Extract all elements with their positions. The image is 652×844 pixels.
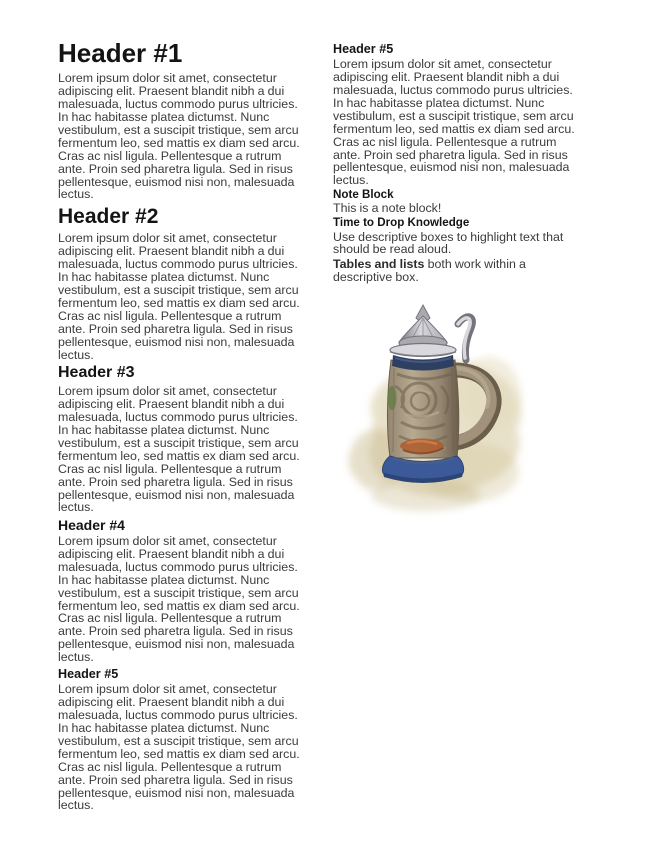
knowledge-block-text: Use descriptive boxes to highlight text that should be read aloud. [333,229,564,257]
paragraph-3: Lorem ipsum dolor sit amet, consectetur adipiscing elit. Praesent blandit nibh a dui malesuada, luctus commodo purus ultricies. In hac habitasse platea dictumst. Nunc vestibulum, est a suscipit tristique, sem arcu fermentum leo, sed mattis ex diam sed arcu. Cras ac nisl ligula. Pellentesque a rutrum ante. Proin sed pharetra ligula. Sed in risus pellentesque, euismod nisi non, malesuada lectus. [58,384,300,515]
right-column [333,40,586,844]
heading-3: Header #3 [58,364,135,382]
paragraph-4: Lorem ipsum dolor sit amet, consectetur adipiscing elit. Praesent blandit nibh a dui malesuada, luctus commodo purus ultricies. In hac habitasse platea dictumst. Nunc vestibulum, est a suscipit tristique, sem arcu fermentum leo, sed mattis ex diam sed arcu. Cras ac nisl ligula. Pellentesque a rutrum ante. Proin sed pharetra ligula. Sed in risus pellentesque, euismod nisi non, malesuada lectus. [58,534,300,665]
rust-accent [400,439,444,454]
tables-lists-rest: both work within a descriptive box. [333,257,526,285]
green-glaze-spot [388,386,397,410]
heading-2: Header #2 [58,205,159,229]
note-block-title: Note Block [333,188,394,202]
stein-body [387,360,458,458]
stein-collar-band [392,355,454,371]
paragraph-1: Lorem ipsum dolor sit amet, consectetur adipiscing elit. Praesent blandit nibh a dui malesuada, luctus commodo purus ultricies. In hac habitasse platea dictumst. Nunc vestibulum, est a suscipit tristique, sem arcu fermentum leo, sed mattis ex diam sed arcu. Cras ac nisl ligula. Pellentesque a rutrum ante. Proin sed pharetra ligula. Sed in risus pellentesque, euismod nisi non, malesuada lectus. [58,71,300,202]
stein-thumb-lever [458,317,472,360]
knowledge-block-title: Time to Drop Knowledge [333,216,470,230]
stein-lid [390,305,456,357]
heading-5-left: Header #5 [58,667,119,682]
heading-4: Header #4 [58,517,125,534]
beer-stein-illustration [341,300,541,522]
heading-5-right: Header #5 [333,42,394,56]
tables-lists-line [333,258,586,284]
note-block-text: This is a note block! [333,201,442,216]
beer-stein-svg [341,300,541,522]
paragraph-5: Lorem ipsum dolor sit amet, consectetur adipiscing elit. Praesent blandit nibh a dui malesuada, luctus commodo purus ultricies. In hac habitasse platea dictumst. Nunc vestibulum, est a suscipit tristique, sem arcu fermentum leo, sed mattis ex diam sed arcu. Cras ac nisl ligula. Pellentesque a rutrum ante. Proin sed pharetra ligula. Sed in risus pellentesque, euismod nisi non, malesuada lectus. [58,682,300,813]
left-column [58,40,311,844]
heading-1: Header #1 [58,38,183,68]
tables-lists-bold: Tables and lists [333,257,425,272]
paragraph-2: Lorem ipsum dolor sit amet, consectetur adipiscing elit. Praesent blandit nibh a dui malesuada, luctus commodo purus ultricies. In hac habitasse platea dictumst. Nunc vestibulum, est a suscipit tristique, sem arcu fermentum leo, sed mattis ex diam sed arcu. Cras ac nisl ligula. Pellentesque a rutrum ante. Proin sed pharetra ligula. Sed in risus pellentesque, euismod nisi non, malesuada lectus. [58,231,300,362]
paragraph-6: Lorem ipsum dolor sit amet, consectetur adipiscing elit. Praesent blandit nibh a dui malesuada, luctus commodo purus ultricies. In hac habitasse platea dictumst. Nunc vestibulum, est a suscipit tristique, sem arcu fermentum leo, sed mattis ex diam sed arcu. Cras ac nisl ligula. Pellentesque a rutrum ante. Proin sed pharetra ligula. Sed in risus pellentesque, euismod nisi non, malesuada lectus. [333,57,575,188]
